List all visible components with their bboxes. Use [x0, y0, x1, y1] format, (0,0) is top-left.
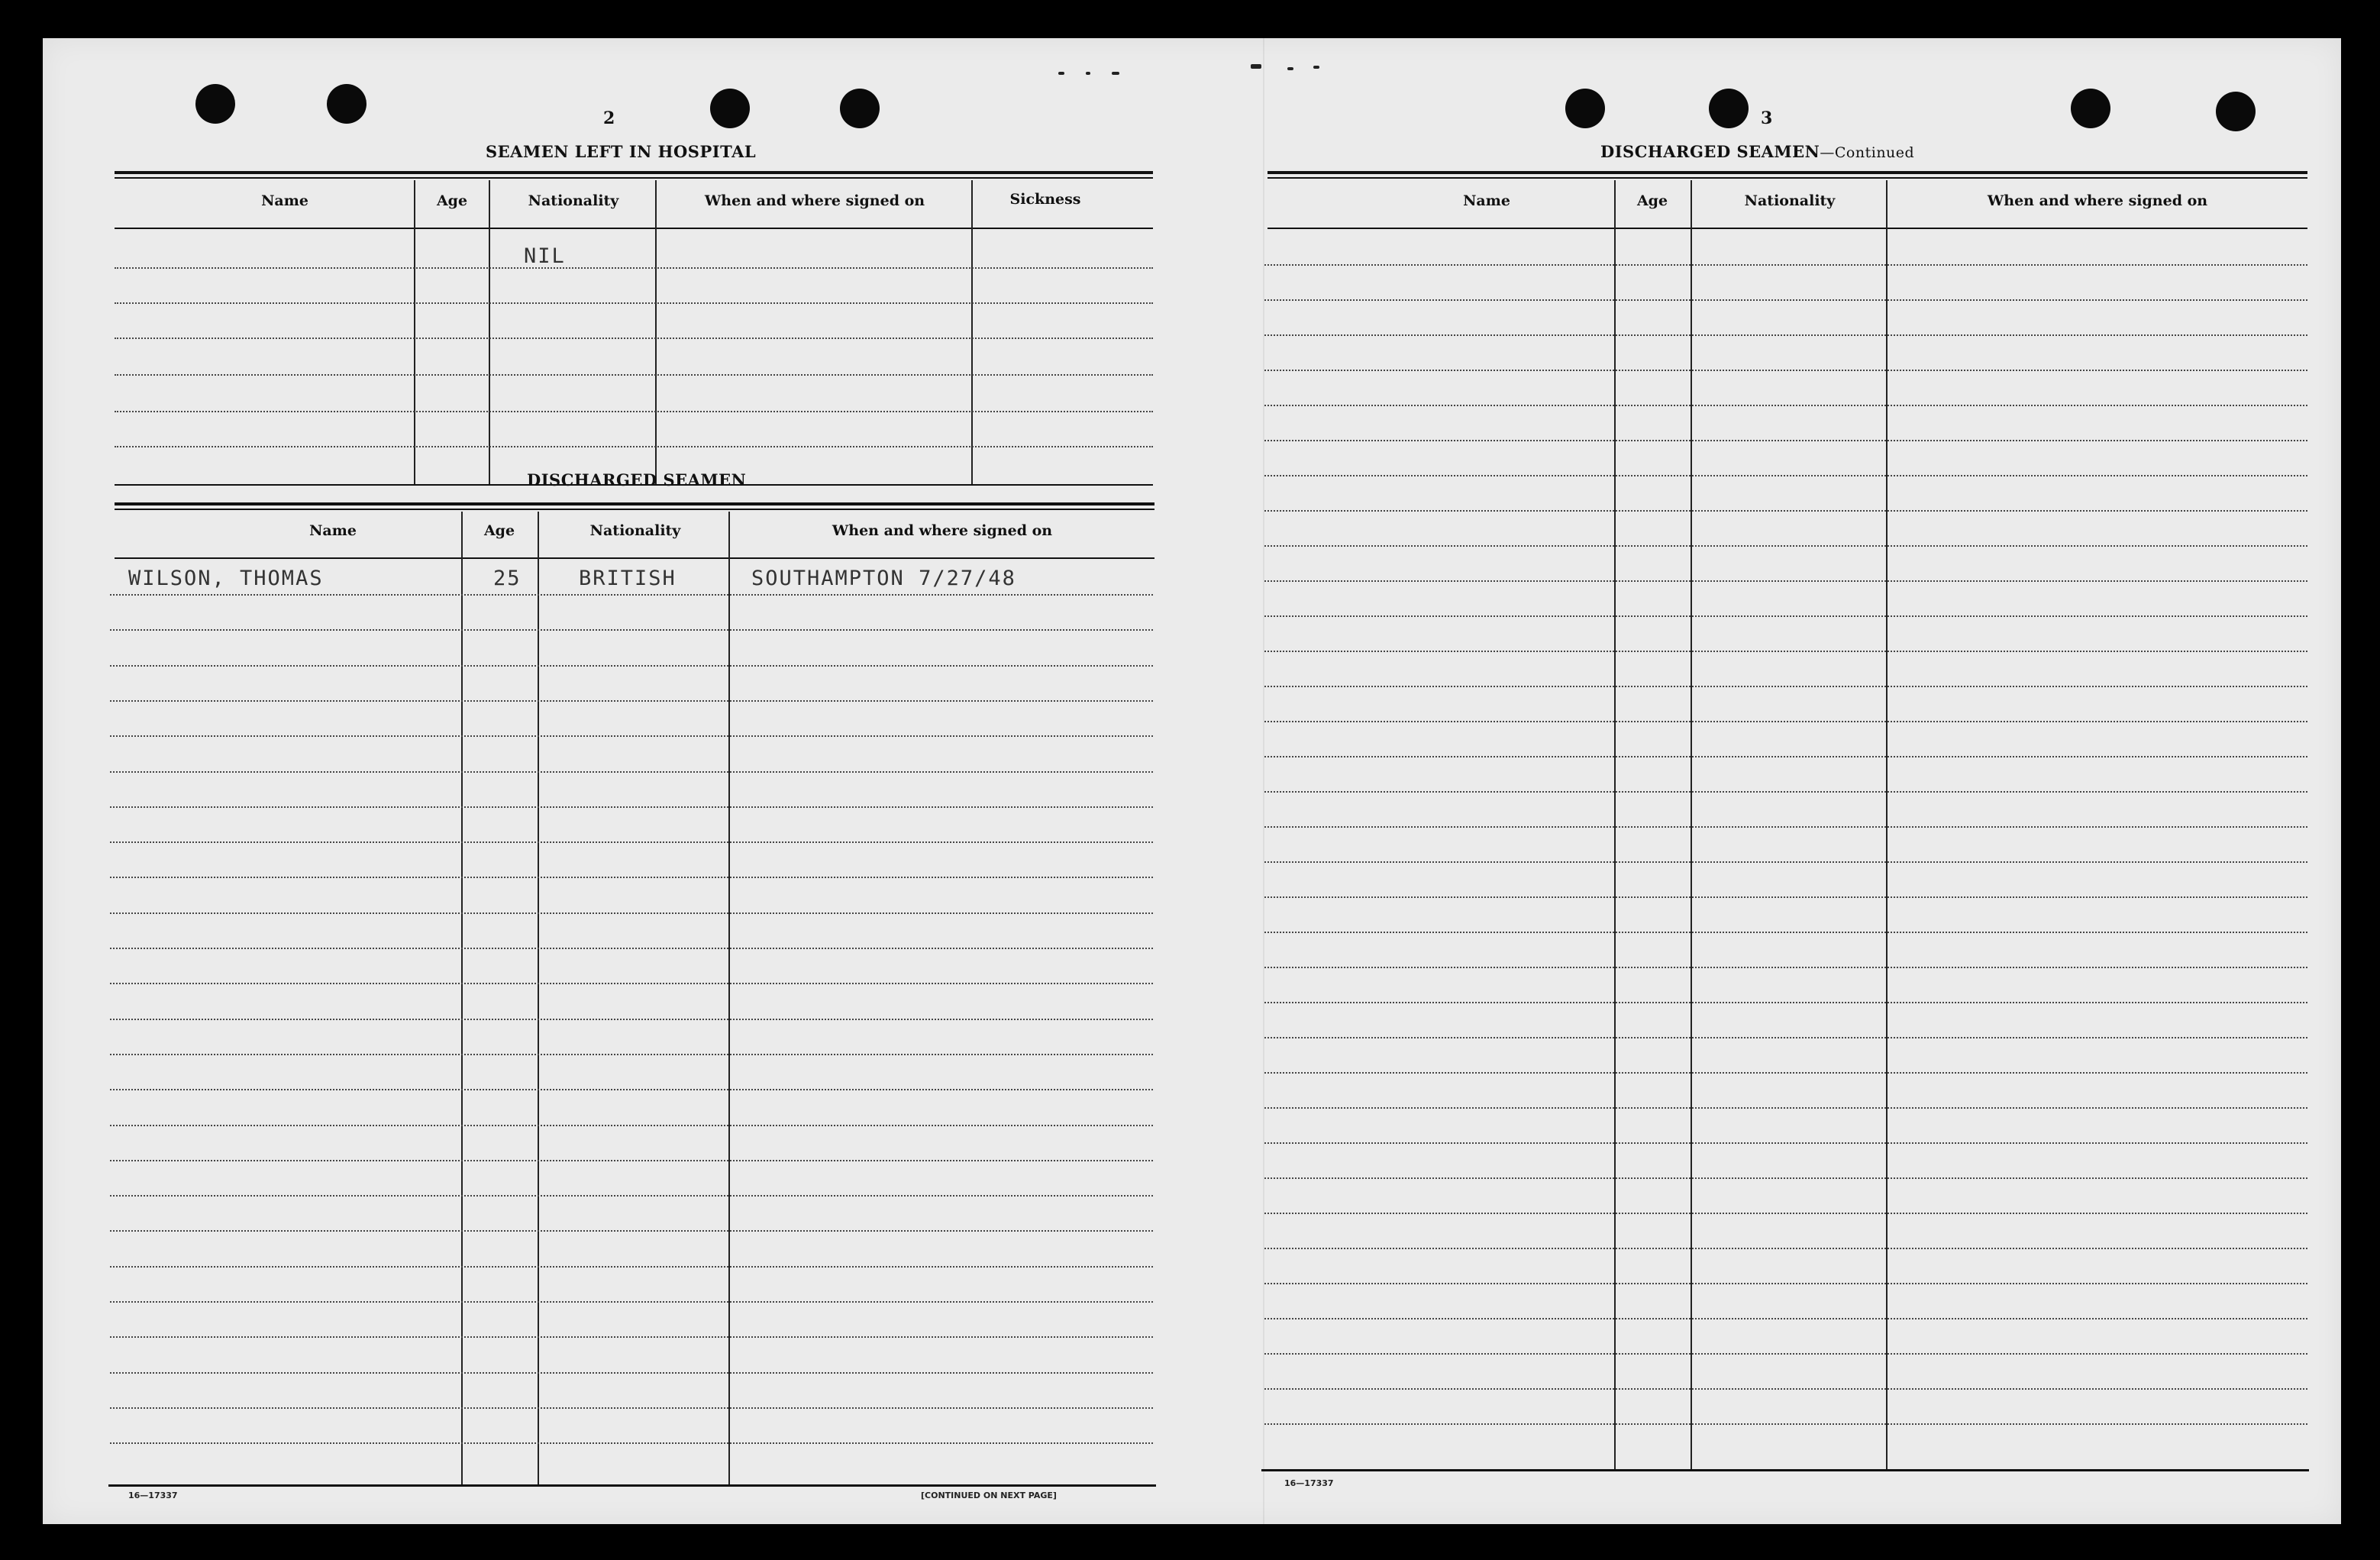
discharged-col-name: Name	[309, 522, 357, 539]
discharged-col-age: Age	[483, 522, 515, 539]
hospital-divider	[971, 180, 973, 486]
hospital-divider	[655, 180, 657, 486]
discharged-divider	[538, 512, 539, 1486]
row-line	[1264, 1423, 2307, 1425]
row-line	[110, 841, 1153, 843]
continued-note: [CONTINUED ON NEXT PAGE]	[921, 1491, 1057, 1500]
punch-hole	[1565, 89, 1605, 128]
row-line	[1264, 1213, 2307, 1214]
hospital-section-title: SEAMEN LEFT IN HOSPITAL	[486, 142, 757, 161]
right-section-title-main: DISCHARGED SEAMEN	[1600, 142, 1820, 161]
page-number-right: 3	[1761, 108, 1773, 128]
row-line	[1264, 1072, 2307, 1074]
right-divider	[1886, 180, 1888, 1471]
right-divider	[1691, 180, 1692, 1471]
discharged-top-rule-2	[115, 509, 1154, 510]
right-header-rule	[1268, 228, 2307, 229]
punch-hole	[840, 89, 880, 128]
discharged-row-signed-on: SOUTHAMPTON 7/27/48	[751, 567, 1016, 590]
row-line	[110, 1054, 1153, 1055]
ink-speck	[1058, 72, 1064, 75]
discharged-col-signed-on: When and where signed on	[832, 522, 1053, 539]
discharged-row-name: WILSON, THOMAS	[128, 567, 324, 590]
hospital-row-line	[115, 446, 1153, 447]
hospital-divider	[489, 180, 490, 486]
discharged-top-rule	[115, 502, 1154, 505]
right-col-age: Age	[1636, 192, 1668, 209]
row-line	[110, 1301, 1153, 1303]
hospital-row-line	[115, 338, 1153, 339]
row-line	[1264, 756, 2307, 757]
row-line	[1264, 1248, 2307, 1249]
punch-hole	[195, 84, 235, 124]
hospital-row-line	[115, 302, 1153, 304]
row-line	[1264, 861, 2307, 863]
discharged-col-nationality: Nationality	[589, 522, 681, 539]
row-line	[1264, 615, 2307, 617]
row-line	[1264, 545, 2307, 547]
right-top-rule-2	[1268, 177, 2307, 179]
right-bottom-rule	[1261, 1469, 2309, 1471]
hospital-row-line	[115, 374, 1153, 376]
row-line	[110, 1336, 1153, 1338]
row-line	[110, 735, 1153, 737]
discharged-section-title: DISCHARGED SEAMEN	[527, 470, 747, 489]
punch-hole	[1709, 89, 1749, 128]
row-line	[1264, 967, 2307, 968]
ink-speck	[1287, 67, 1293, 70]
punch-hole	[2071, 89, 2110, 128]
punch-hole	[710, 89, 750, 128]
row-line	[110, 1442, 1153, 1444]
hospital-col-nationality: Nationality	[528, 192, 619, 209]
row-line	[110, 948, 1153, 949]
ink-speck	[1313, 66, 1319, 69]
right-col-signed-on: When and where signed on	[1987, 192, 2208, 209]
hospital-col-age: Age	[436, 192, 468, 209]
hospital-top-rule-2	[115, 177, 1153, 179]
row-line	[1264, 405, 2307, 406]
row-line	[1264, 475, 2307, 476]
row-line	[1264, 1002, 2307, 1003]
row-line	[110, 771, 1153, 773]
row-line	[1264, 1283, 2307, 1284]
row-line	[1264, 334, 2307, 336]
ink-speck	[1112, 72, 1119, 75]
row-line	[1264, 1177, 2307, 1179]
right-divider	[1614, 180, 1616, 1471]
hospital-col-name: Name	[261, 192, 308, 209]
hospital-nil-entry: NIL	[524, 244, 566, 268]
right-top-rule	[1268, 171, 2307, 174]
row-line	[110, 1089, 1153, 1090]
row-line	[110, 1407, 1153, 1409]
row-line	[1264, 440, 2307, 441]
row-line	[1264, 1353, 2307, 1355]
form-number-left: 16—17337	[128, 1491, 178, 1500]
row-line	[110, 806, 1153, 808]
right-section-title-suffix: —Continued	[1820, 144, 1915, 161]
row-line	[1264, 1318, 2307, 1319]
row-line	[1264, 510, 2307, 512]
row-line	[1264, 299, 2307, 301]
row-line	[110, 629, 1153, 631]
discharged-row-age: 25	[493, 567, 522, 590]
row-line	[1264, 932, 2307, 933]
page-fold	[1263, 38, 1264, 1524]
row-line	[1264, 896, 2307, 898]
row-line	[110, 665, 1153, 667]
row-line	[110, 1125, 1153, 1126]
right-col-name: Name	[1463, 192, 1510, 209]
discharged-divider	[461, 512, 463, 1486]
form-number-right: 16—17337	[1284, 1478, 1334, 1488]
hospital-divider	[414, 180, 415, 486]
hospital-top-rule	[115, 171, 1153, 174]
punch-hole	[2216, 92, 2256, 131]
ink-speck	[1086, 72, 1090, 75]
row-line	[110, 700, 1153, 702]
row-line	[1264, 1107, 2307, 1109]
right-col-nationality: Nationality	[1744, 192, 1836, 209]
hospital-col-sickness: Sickness	[1009, 191, 1081, 208]
ink-speck	[1251, 64, 1261, 69]
row-line	[1264, 826, 2307, 828]
row-line	[110, 1019, 1153, 1020]
form-sheet	[43, 38, 2341, 1524]
row-line	[1264, 370, 2307, 371]
page-number-left: 2	[603, 108, 615, 128]
row-line	[1264, 1388, 2307, 1390]
row-line	[110, 1372, 1153, 1374]
row-line	[1264, 686, 2307, 687]
hospital-col-signed-on: When and where signed on	[704, 192, 925, 209]
right-section-title	[1600, 142, 1914, 161]
row-line	[1264, 264, 2307, 266]
discharged-bottom-rule	[108, 1484, 1156, 1487]
discharged-divider	[728, 512, 730, 1486]
row-line	[110, 877, 1153, 878]
row-line	[1264, 791, 2307, 793]
row-line	[1264, 580, 2307, 582]
hospital-row-line	[115, 411, 1153, 412]
hospital-header-rule	[115, 228, 1153, 229]
row-line	[1264, 1037, 2307, 1038]
row-line	[110, 594, 1153, 596]
hospital-row-line	[115, 267, 1153, 269]
row-line	[110, 983, 1153, 984]
discharged-header-rule	[115, 557, 1154, 559]
row-line	[1264, 1142, 2307, 1144]
row-line	[1264, 721, 2307, 722]
discharged-row-nationality: BRITISH	[579, 567, 677, 590]
punch-hole	[327, 84, 367, 124]
row-line	[110, 1230, 1153, 1232]
row-line	[110, 1266, 1153, 1268]
row-line	[1264, 651, 2307, 652]
row-line	[110, 912, 1153, 914]
row-line	[110, 1195, 1153, 1197]
row-line	[110, 1160, 1153, 1161]
